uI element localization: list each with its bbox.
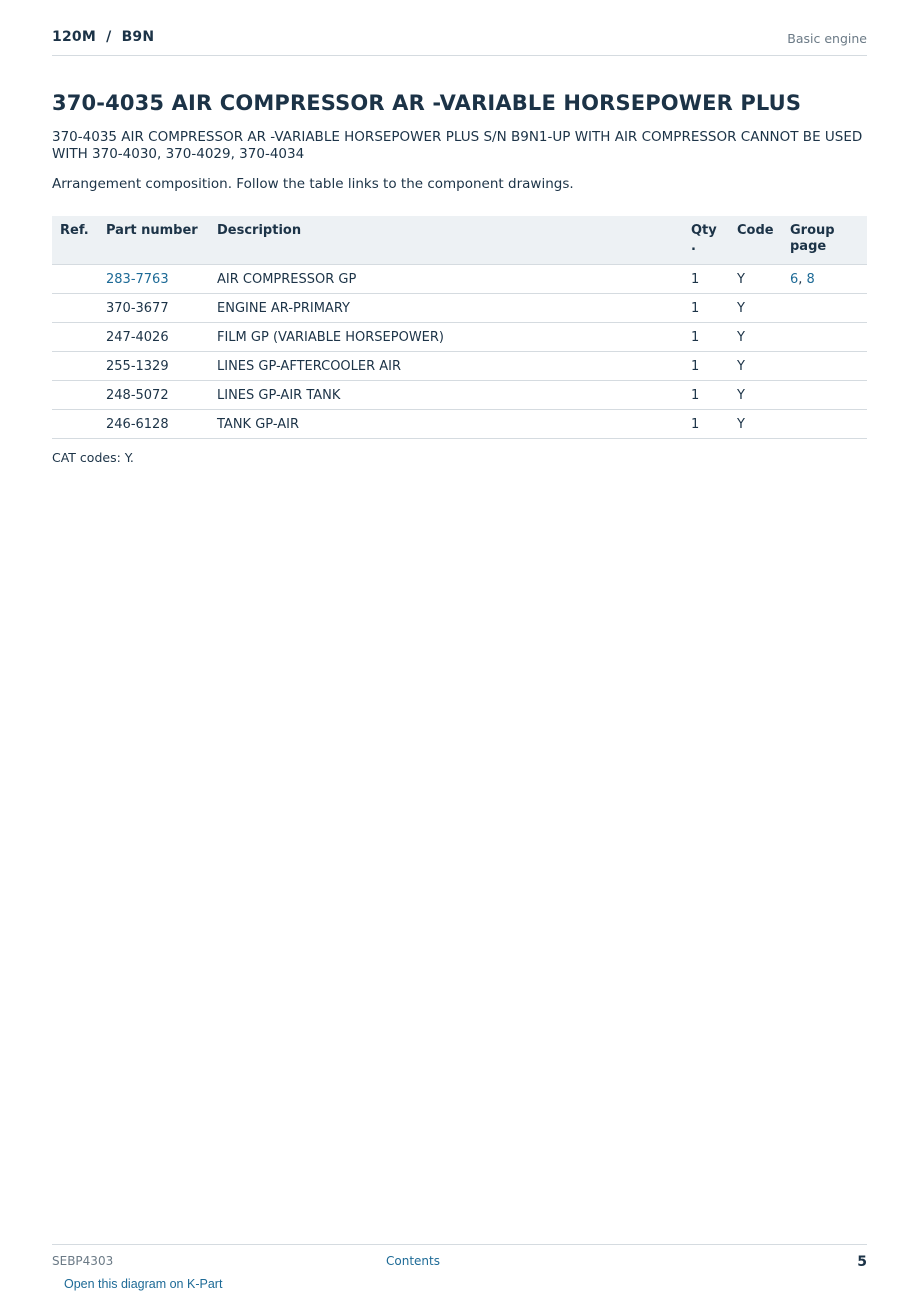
qty-cell: 1 — [691, 381, 737, 410]
qty-cell: 1 — [691, 265, 737, 294]
contents-link[interactable]: Contents — [386, 1254, 440, 1268]
parts-table-body — [52, 265, 867, 439]
part-number-cell: 248-5072 — [106, 381, 217, 410]
table-row — [52, 352, 867, 381]
ref-cell — [52, 265, 106, 294]
ref-cell — [52, 294, 106, 323]
table-row — [52, 323, 867, 352]
qty-cell: 1 — [691, 410, 737, 439]
code-cell: Y — [737, 294, 790, 323]
column-header-part-number: Part number — [106, 216, 217, 265]
qty-cell: 1 — [691, 294, 737, 323]
page-header — [52, 29, 867, 56]
part-number-link[interactable]: 283-7763 — [106, 271, 169, 287]
code-cell: Y — [737, 410, 790, 439]
header-row — [52, 216, 867, 265]
group-page-cell — [790, 352, 867, 381]
ref-cell — [52, 323, 106, 352]
description-cell: LINES GP-AIR TANK — [217, 381, 691, 410]
table-row — [52, 410, 867, 439]
part-number-cell: 255-1329 — [106, 352, 217, 381]
page-footer — [52, 1244, 867, 1291]
intro-text: Arrangement composition. Follow the table links to the component drawings. — [52, 176, 574, 192]
cat-codes-note: CAT codes: Y. — [52, 450, 134, 465]
part-number-cell: 370-3677 — [106, 294, 217, 323]
ref-cell — [52, 381, 106, 410]
code-cell: Y — [737, 352, 790, 381]
column-header-code: Code — [737, 216, 790, 265]
arrangement-subtitle: 370-4035 AIR COMPRESSOR AR -VARIABLE HORSEPOWER PLUS S/N B9N1-UP WITH AIR COMPRESSOR CANNOT BE USED WITH 370-4030, 370-4029, 370-4034 — [52, 129, 863, 162]
column-header-description: Description — [217, 216, 691, 265]
group-page-separator: , — [798, 271, 807, 287]
model-breadcrumb: 120M / B9N — [52, 29, 155, 45]
table-row — [52, 294, 867, 323]
parts-table-header — [52, 216, 867, 265]
code-cell: Y — [737, 265, 790, 294]
description-cell: TANK GP-AIR — [217, 410, 691, 439]
group-page-cell — [790, 410, 867, 439]
page-number: 5 — [857, 1254, 867, 1270]
qty-cell: 1 — [691, 352, 737, 381]
part-number-cell — [106, 265, 217, 294]
page-title: 370-4035 AIR COMPRESSOR AR -VARIABLE HORSEPOWER PLUS — [52, 91, 802, 115]
column-header-ref: Ref. — [52, 216, 106, 265]
part-number-cell: 247-4026 — [106, 323, 217, 352]
column-header-qty: Qty . — [691, 216, 737, 265]
description-cell: FILM GP (VARIABLE HORSEPOWER) — [217, 323, 691, 352]
group-page-link[interactable]: 6 — [790, 271, 799, 287]
column-header-group-page: Group page — [790, 216, 867, 265]
ref-cell — [52, 352, 106, 381]
part-number-cell: 246-6128 — [106, 410, 217, 439]
group-page-cell — [790, 294, 867, 323]
code-cell: Y — [737, 381, 790, 410]
open-in-kpart-link[interactable]: Open this diagram on K-Part — [64, 1277, 223, 1291]
ref-cell — [52, 410, 106, 439]
table-row — [52, 381, 867, 410]
description-cell: LINES GP-AFTERCOOLER AIR — [217, 352, 691, 381]
group-page-cell — [790, 265, 867, 294]
group-page-cell — [790, 323, 867, 352]
section-name: Basic engine — [787, 31, 867, 46]
qty-cell: 1 — [691, 323, 737, 352]
document-id: SEBP4303 — [52, 1254, 114, 1268]
group-page-link[interactable]: 8 — [806, 271, 815, 287]
code-cell: Y — [737, 323, 790, 352]
table-row — [52, 265, 867, 294]
description-cell: AIR COMPRESSOR GP — [217, 265, 691, 294]
parts-table — [52, 216, 867, 439]
description-cell: ENGINE AR-PRIMARY — [217, 294, 691, 323]
group-page-cell — [790, 381, 867, 410]
